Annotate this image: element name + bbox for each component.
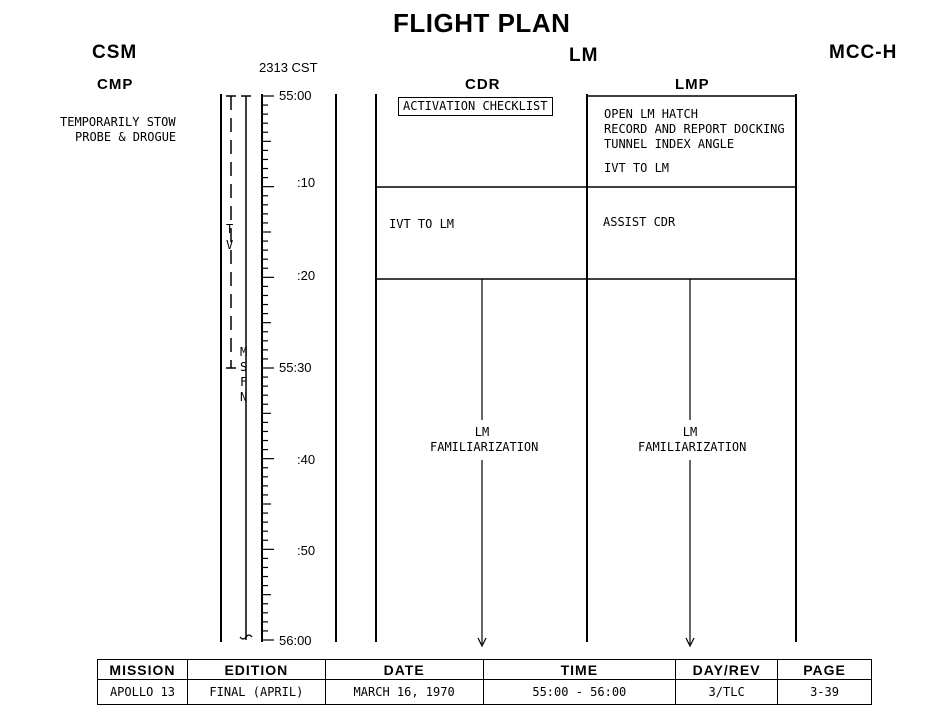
lmp-line-1: OPEN LM HATCH — [604, 107, 698, 121]
tv-letter: V — [226, 238, 234, 252]
lm-header: LM — [569, 45, 599, 66]
footer-value-date: MARCH 16, 1970 — [325, 680, 483, 705]
footer-header-time: TIME — [483, 660, 676, 680]
footer-value-time: 55:00 - 56:00 — [483, 680, 676, 705]
footer-value-dayrev: 3/TLC — [676, 680, 778, 705]
time-label: 56:00 — [279, 633, 312, 648]
footer-header-page: PAGE — [778, 660, 872, 680]
time-label: :20 — [297, 268, 316, 283]
tv-letter: T — [226, 222, 234, 236]
msfn-letter: N — [240, 390, 248, 404]
lmp-header: LMP — [675, 76, 710, 93]
activation-checklist-box: ACTIVATION CHECKLIST — [398, 97, 553, 116]
cdr-ivt-text: IVT TO LM — [389, 217, 455, 231]
msfn-letter: S — [240, 360, 248, 374]
cmp-note-line-1: TEMPORARILY STOW — [60, 115, 176, 129]
footer-header-dayrev: DAY/REV — [676, 660, 778, 680]
msfn-letter: F — [240, 375, 248, 389]
time-label: :40 — [297, 452, 316, 467]
msfn-letter: M — [240, 345, 248, 359]
lmp-line-3: TUNNEL INDEX ANGLE — [604, 137, 735, 151]
lmp-fam-label-1: LM — [682, 425, 698, 439]
time-label: :50 — [297, 543, 316, 558]
clock-time: 2313 CST — [259, 60, 318, 75]
cmp-note-line-2: PROBE & DROGUE — [75, 130, 177, 144]
footer-value-page: 3-39 — [778, 680, 872, 705]
footer-value-edition: FINAL (APRIL) — [187, 680, 325, 705]
csm-header: CSM — [92, 42, 138, 63]
page-title: FLIGHT PLAN — [393, 8, 571, 38]
lmp-line-2: RECORD AND REPORT DOCKING — [604, 122, 785, 136]
footer-header-edition: EDITION — [187, 660, 325, 680]
footer-header-mission: MISSION — [98, 660, 188, 680]
time-label: 55:30 — [279, 360, 312, 375]
cdr-fam-label-2: FAMILIARIZATION — [430, 440, 539, 454]
lmp-assist-text: ASSIST CDR — [603, 215, 676, 229]
time-label: 55:00 — [279, 88, 312, 103]
footer-header-date: DATE — [325, 660, 483, 680]
lmp-ivt-text: IVT TO LM — [604, 161, 670, 175]
footer-table — [97, 659, 872, 705]
time-label: :10 — [297, 175, 316, 190]
cdr-header: CDR — [465, 76, 501, 93]
footer-value-mission: APOLLO 13 — [98, 680, 188, 705]
lmp-fam-label-2: FAMILIARIZATION — [638, 440, 747, 454]
cdr-fam-label-1: LM — [474, 425, 490, 439]
cmp-header: CMP — [97, 76, 134, 93]
mcch-header: MCC-H — [829, 42, 898, 63]
